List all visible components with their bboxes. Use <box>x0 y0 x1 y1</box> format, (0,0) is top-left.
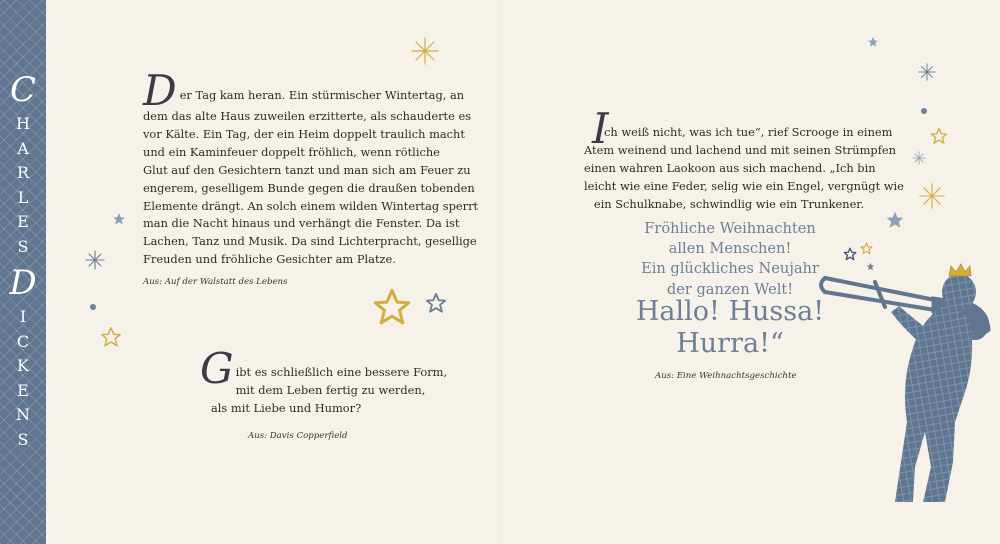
spine-letter: E <box>17 380 29 400</box>
greeting-line: allen Menschen! <box>668 240 792 258</box>
shout-line: Hurra!“ <box>676 328 784 359</box>
text-line: leicht wie eine Feder, selig wie ein Engel, vergnügt wie <box>584 178 904 193</box>
text-line: er Tag kam heran. Ein stürmischer Wintertag, an <box>179 88 465 102</box>
blue-star-icon <box>885 210 905 230</box>
text-line: Glut auf den Gesichtern tanzt und man sich am Feuer zu <box>143 162 471 177</box>
spine-letter: H <box>16 114 30 133</box>
text-line: mit dem Leben fertig zu werden, <box>235 382 426 397</box>
text-line: vor Kälte. Ein Tag, der ein Heim doppelt traulich macht <box>143 126 465 141</box>
spine-letter: L <box>17 187 29 207</box>
book-spine <box>0 0 46 544</box>
dropcap: D <box>143 66 177 115</box>
greeting-line: Ein glückliches Neujahr <box>641 260 819 278</box>
text-line: Lachen, Tanz und Musik. Da sind Lichterpracht, gesellige <box>143 234 477 249</box>
text-line: und ein Kaminfeuer doppelt fröhlich, wenn rötliche <box>143 144 440 159</box>
gold-star-icon <box>372 287 412 327</box>
text-line: engerem, geselligem Bunde gegen die draußen tobenden <box>143 180 475 195</box>
spine-letter: K <box>17 356 29 375</box>
shout-block <box>615 296 845 360</box>
text-line: dem das alte Haus zuweilen erzitterte, als schauderte es <box>143 109 472 123</box>
dot-icon <box>920 107 928 115</box>
gold-star-icon <box>860 242 873 255</box>
sparkle-icon <box>410 36 440 66</box>
trombone-player-silhouette <box>815 262 995 512</box>
page-gutter <box>499 0 500 544</box>
greeting-line: der ganzen Welt! <box>666 280 794 298</box>
text-line: Freuden und fröhliche Gesichter am Platze. <box>143 252 396 267</box>
text-line: ibt es schließlich eine bessere Form, <box>235 365 448 379</box>
quote-walstatt <box>143 66 479 269</box>
spine-letter: I <box>19 307 27 326</box>
text-line: ch weiß nicht, was ich tue“, rief Scrooge in einem <box>604 125 893 139</box>
source-walstatt: Aus: Auf der Walstatt des Lebens <box>143 277 288 287</box>
text-line: man die Nacht hinaus und verhängt die Fenster. Da ist <box>143 216 460 231</box>
sparkle-icon <box>85 250 105 270</box>
spine-letter: S <box>17 236 29 256</box>
blue-star-icon <box>112 212 126 226</box>
dot-icon <box>89 303 97 311</box>
greeting-block <box>620 219 840 300</box>
shout-line: Hallo! Hussa! <box>635 296 825 327</box>
spine-letter: R <box>16 163 30 182</box>
sparkle-icon <box>918 182 946 210</box>
blue-star-icon <box>867 36 879 48</box>
blue-star-icon <box>425 292 447 314</box>
spine-letter: S <box>17 429 29 449</box>
dropcap: I <box>592 104 609 153</box>
source-copperfield: Aus: Davis Copperfield <box>248 431 348 441</box>
quote-scrooge <box>584 104 904 214</box>
blue-star-icon <box>843 247 857 261</box>
sparkle-icon <box>912 151 926 165</box>
greeting-line: Fröhliche Weihnachten <box>644 220 816 237</box>
gold-star-icon <box>100 326 122 348</box>
text-line: Atem weinend und lachend und mit seinen Strümpfen <box>584 142 896 157</box>
spine-letter: A <box>17 138 29 158</box>
text-line: ein Schulknabe, schwindlig wie ein Trunkener. <box>593 196 865 211</box>
gold-star-icon <box>930 127 948 145</box>
dropcap: G <box>200 344 234 393</box>
spine-letter: E <box>17 212 29 231</box>
text-line: einen wahren Laokoon aus sich machend. „Ich bin <box>584 160 876 175</box>
spine-letter: C <box>9 70 36 110</box>
text-line: Elemente drängt. An solch einem wilden Wintertag sperrt <box>143 198 479 213</box>
crown-icon <box>949 264 971 276</box>
sparkle-icon <box>918 63 936 81</box>
spine-letter: C <box>16 331 30 351</box>
spine-letter: N <box>16 405 30 424</box>
text-line: als mit Liebe und Humor? <box>211 400 362 415</box>
spine-author-name <box>0 68 46 452</box>
spine-letter: D <box>9 263 37 303</box>
source-weihnachtsgeschichte: Aus: Eine Weihnachtsgeschichte <box>655 371 797 381</box>
quote-copperfield <box>200 344 448 418</box>
